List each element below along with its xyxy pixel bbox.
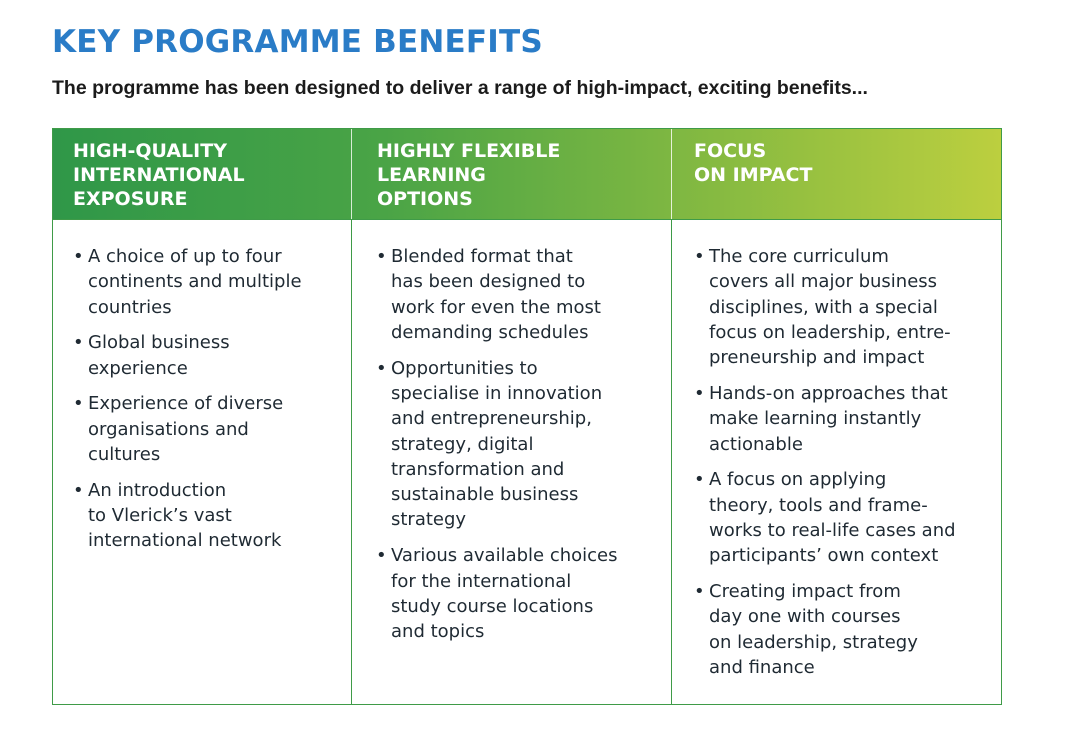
list-item: • A focus on applying theory, tools and frame- works to real-life cases and participants’ own context [694, 467, 991, 568]
benefit-list [376, 244, 661, 644]
list-item: • Creating impact from day one with courses on leadership, strategy and finance [694, 579, 991, 680]
benefit-list [694, 244, 991, 680]
list-item: • The core curriculum covers all major business disciplines, with a special focus on leadership, entre- preneurship and impact [694, 244, 991, 370]
column-body-international-exposure [53, 219, 352, 704]
list-item: • Blended format that has been designed to work for even the most demanding schedules [376, 244, 661, 345]
list-item: • An introduction to Vlerick’s vast international network [73, 478, 341, 554]
list-item: • Experience of diverse organisations and cultures [73, 391, 341, 467]
column-body-flexible-learning [352, 219, 672, 704]
list-item: • A choice of up to four continents and multiple countries [73, 244, 341, 320]
column-heading-international-exposure: HIGH-QUALITY INTERNATIONAL EXPOSURE [53, 129, 352, 219]
page-title: KEY PROGRAMME BENEFITS [52, 24, 543, 60]
list-item: • Global business experience [73, 330, 341, 381]
column-heading-flexible-learning: HIGHLY FLEXIBLE LEARNING OPTIONS [352, 129, 672, 219]
list-item: • Hands-on approaches that make learning instantly actionable [694, 381, 991, 457]
page-subtitle: The programme has been designed to deliver a range of high-impact, exciting benefits... [52, 77, 868, 99]
column-heading-focus-on-impact: FOCUS ON IMPACT [694, 140, 813, 186]
column-body-focus-on-impact [672, 219, 1001, 704]
list-item: • Various available choices for the international study course locations and topics [376, 543, 661, 644]
benefits-table [52, 128, 1002, 705]
list-item: • Opportunities to specialise in innovation and entrepreneurship, strategy, digital transformation and sustainable business strategy [376, 356, 661, 533]
benefit-list [73, 244, 341, 554]
